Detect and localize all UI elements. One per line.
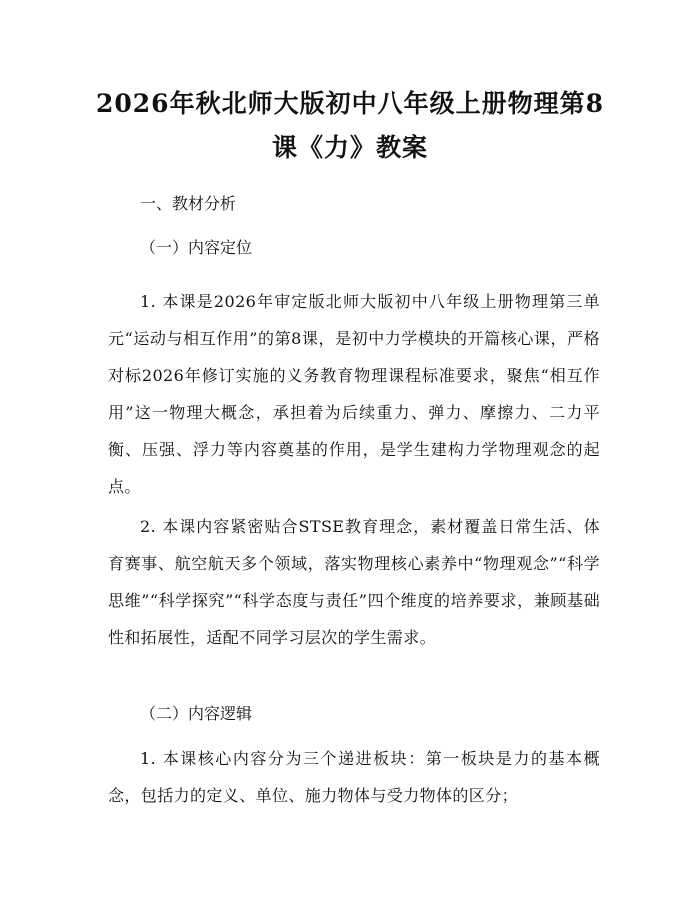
subsection-heading-content-logic: （二）内容逻辑 xyxy=(140,704,253,723)
paragraph-content-positioning-1: 1. 本课是2026年审定版北师大版初中八年级上册物理第三单元“运动与相互作用”的第8课，是初中力学模块的开篇核心课，严格对标2026年修订实施的义务教育物理课程标准要求，聚焦“相互作用”这一物理大概念，承担着为后续重力、弹力、摩擦力、二力平衡、压强、浮力等内容奠基的作用，是学生建构力学物理观念的起点。 xyxy=(108,292,600,496)
paragraph-content-positioning-2: 2. 本课内容紧密贴合STSE教育理念，素材覆盖日常生活、体育赛事、航空航天多个领域，落实物理核心素养中“物理观念”“科学思维”“科学探究”“科学态度与责任”四个维度的培养要求，兼顾基础性和拓展性，适配不同学习层次的学生需求。 xyxy=(108,517,600,647)
paragraph-content-logic-1: 1. 本课核心内容分为三个递进板块：第一板块是力的基本概念，包括力的定义、单位、施力物体与受力物体的区分； xyxy=(108,749,600,805)
section-heading-teaching-material-analysis: 一、教材分析 xyxy=(140,194,237,213)
subsection-heading-content-positioning: （一）内容定位 xyxy=(140,238,253,257)
document-title-line-1: 2026年秋北师大版初中八年级上册物理第8 xyxy=(96,89,604,118)
document-title-line-2: 课《力》教案 xyxy=(271,133,428,162)
